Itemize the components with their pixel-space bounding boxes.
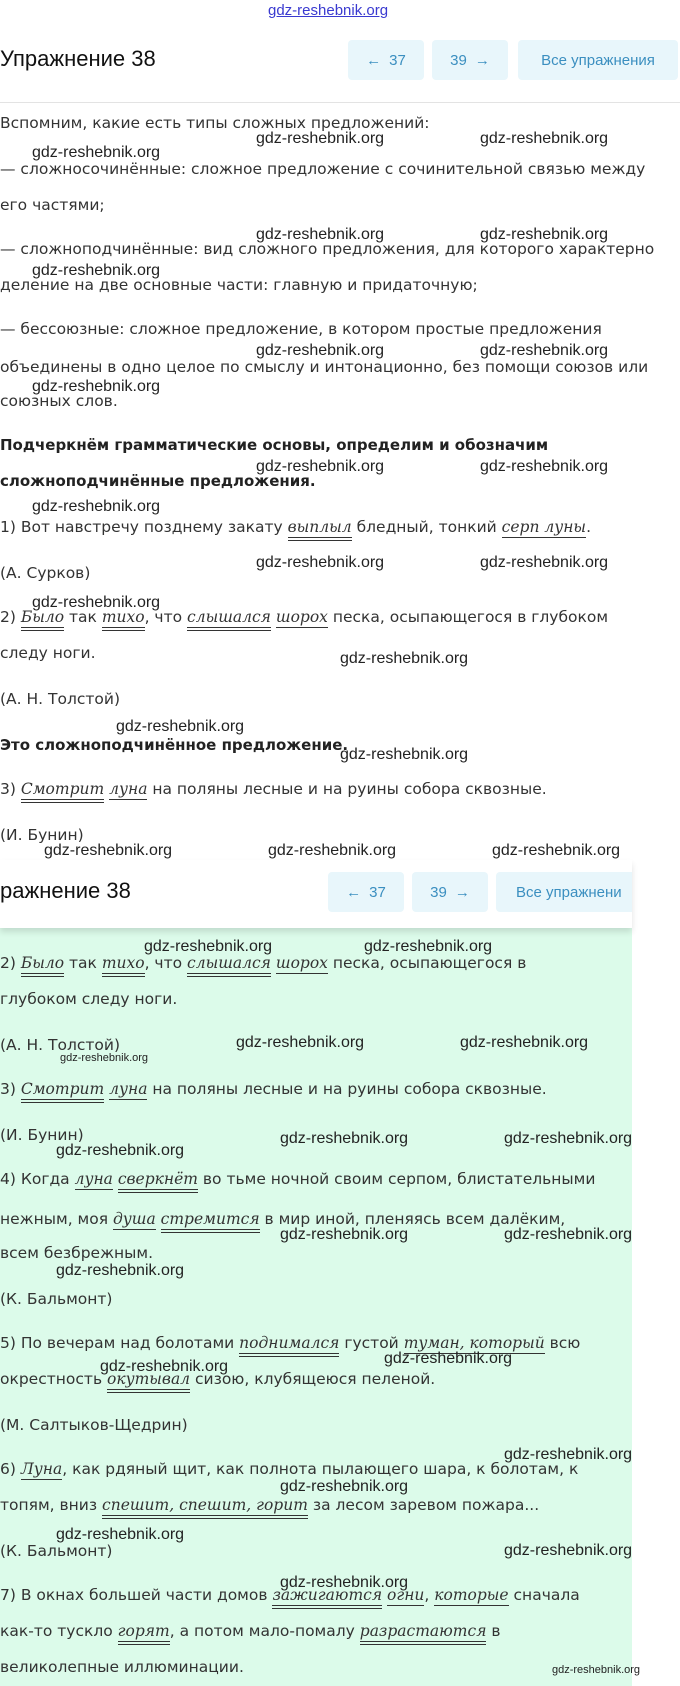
watermark: gdz-reshebnik.org [256, 130, 385, 147]
watermark: gdz-reshebnik.org [56, 1262, 185, 1279]
predicate: разрастаются [360, 1622, 487, 1645]
predicate: зажигаются [272, 1586, 382, 1609]
watermark: gdz-reshebnik.org [32, 262, 161, 279]
sentence-2-line2: следу ноги. [0, 644, 96, 662]
watermark: gdz-reshebnik.org [364, 938, 493, 955]
sentence-3-repeat: 3) Смотрит луна на поляны лесные и на руины собора сквозные. [0, 1080, 547, 1098]
predicate: Было [21, 608, 64, 631]
sentence-7-line2: как-то тускло горят, а потом мало-помалу разрастаются в [0, 1622, 501, 1640]
intro-text: Вспомним, какие есть типы сложных предложений: [0, 114, 430, 132]
watermark: gdz-reshebnik.org [32, 144, 161, 161]
author-1: (А. Сурков) [0, 564, 91, 582]
watermark-link[interactable]: gdz-reshebnik.org [268, 2, 389, 19]
predicate: Было [21, 954, 64, 977]
sentence-7: 7) В окнах большей части домов зажигаются огни, которые сначала [0, 1586, 580, 1604]
predicate: окутывал [107, 1370, 190, 1393]
predicate: тихо [102, 954, 145, 977]
sentence-6: 6) Луна, как рдяный щит, как полнота пылающего шара, к болотам, к [0, 1460, 579, 1478]
predicate: слышался [187, 608, 271, 631]
watermark: gdz-reshebnik.org [56, 1526, 185, 1543]
all-exercises-button[interactable] [518, 40, 678, 80]
predicate: слышался [187, 954, 271, 977]
all-exercises-button-2[interactable] [496, 872, 632, 912]
watermark: gdz-reshebnik.org [56, 1142, 185, 1159]
watermark: gdz-reshebnik.org [460, 1034, 589, 1051]
predicate: выплыл [288, 518, 352, 541]
predicate: тихо [102, 608, 145, 631]
watermark: gdz-reshebnik.org [280, 1574, 409, 1591]
subject: шорох [275, 608, 328, 626]
page-title-2: ражнение 38 [0, 878, 131, 903]
watermark: gdz-reshebnik.org [340, 746, 469, 763]
watermark: gdz-reshebnik.org [504, 1226, 633, 1243]
subject: Луна [20, 1460, 63, 1478]
watermark: gdz-reshebnik.org [552, 1664, 641, 1676]
author-3-repeat: (И. Бунин) [0, 1126, 84, 1144]
watermark: gdz-reshebnik.org [492, 842, 621, 859]
watermark: gdz-reshebnik.org [268, 842, 397, 859]
all-exercises-label: Все упражнения [541, 51, 655, 69]
next-exercise-button[interactable] [432, 40, 508, 80]
watermark: gdz-reshebnik.org [480, 226, 609, 243]
watermark: gdz-reshebnik.org [340, 650, 469, 667]
sentence-7-line3: великолепные иллюминации. [0, 1658, 244, 1676]
watermark: gdz-reshebnik.org [480, 342, 609, 359]
subject: туман, который [403, 1334, 545, 1352]
sticky-header [0, 860, 632, 928]
sentence-4: 4) Когда луна сверкнёт во тьме ночной своим серпом, блистательными [0, 1170, 595, 1188]
sentence-5-line2: окрестность окутывал сизою, клубящеюся пеленой. [0, 1370, 435, 1388]
watermark: gdz-reshebnik.org [256, 342, 385, 359]
next-exercise-label: 39 [450, 51, 467, 69]
watermark: gdz-reshebnik.org [256, 554, 385, 571]
type1-line2: его частями; [0, 196, 105, 214]
watermark: gdz-reshebnik.org [116, 718, 245, 735]
sentence-3: 3) Смотрит луна на поляны лесные и на руины собора сквозные. [0, 780, 547, 798]
task-line2: сложноподчинённые предложения. [0, 472, 316, 490]
type3-line2: объединены в одно целое по смыслу и интонационно, без помощи союзов или [0, 358, 649, 376]
watermark: gdz-reshebnik.org [32, 498, 161, 515]
watermark: gdz-reshebnik.org [504, 1542, 633, 1559]
note-2: Это сложноподчинённое предложение. [0, 736, 349, 754]
author-2-repeat: (А. Н. Толстой) [0, 1036, 121, 1054]
subject: луна [109, 780, 148, 798]
prev-exercise-label-2: 37 [369, 883, 386, 901]
arrow-left-icon: ← [346, 883, 362, 901]
type3-line3: союзных слов. [0, 392, 118, 410]
predicate: сверкнёт [118, 1170, 198, 1193]
watermark: gdz-reshebnik.org [256, 226, 385, 243]
predicate: поднимался [239, 1334, 339, 1357]
watermark: gdz-reshebnik.org [280, 1130, 409, 1147]
type1-line1: — сложносочинённые: сложное предложение с сочинительной связью между [0, 160, 646, 178]
sentence-6-line2: топям, вниз спешит, спешит, горит за лесом заревом пожара... [0, 1496, 539, 1514]
watermark: gdz-reshebnik.org [384, 1350, 513, 1367]
predicate: Смотрит [21, 780, 104, 803]
all-exercises-label-2: Все упражнени [516, 883, 622, 901]
page-title: Упражнение 38 [0, 46, 156, 71]
prev-exercise-label: 37 [389, 51, 406, 69]
predicate: Смотрит [21, 1080, 104, 1103]
watermark: gdz-reshebnik.org [480, 458, 609, 475]
watermark: gdz-reshebnik.org [480, 130, 609, 147]
subject: которые [434, 1586, 509, 1604]
sentence-4-line3: всем безбрежным. [0, 1244, 154, 1262]
author-2: (А. Н. Толстой) [0, 690, 121, 708]
header-divider [0, 102, 680, 103]
author-4: (К. Бальмонт) [0, 1290, 113, 1308]
predicate: спешит, спешит, горит [102, 1496, 308, 1519]
watermark: gdz-reshebnik.org [60, 1052, 149, 1064]
sentence-5: 5) По вечерам над болотами поднимался густой туман, который всю [0, 1334, 580, 1352]
author-6: (К. Бальмонт) [0, 1542, 113, 1560]
sentence-2-repeat-line2: глубоком следу ноги. [0, 990, 178, 1008]
watermark: gdz-reshebnik.org [280, 1226, 409, 1243]
watermark: gdz-reshebnik.org [144, 938, 273, 955]
watermark: gdz-reshebnik.org [100, 1358, 229, 1375]
predicate: стремится [161, 1210, 260, 1233]
watermark: gdz-reshebnik.org [44, 842, 173, 859]
prev-exercise-button[interactable] [348, 40, 424, 80]
sentence-1: 1) Вот навстречу позднему закату выплыл бледный, тонкий серп луны. [0, 518, 591, 536]
watermark: gdz-reshebnik.org [280, 1478, 409, 1495]
subject: душа [112, 1210, 156, 1228]
subject: огни [387, 1586, 425, 1604]
subject: шорох [275, 954, 328, 972]
next-exercise-button-2[interactable] [412, 872, 488, 912]
watermark: gdz-reshebnik.org [32, 594, 161, 611]
watermark: gdz-reshebnik.org [32, 378, 161, 395]
watermark: gdz-reshebnik.org [504, 1446, 633, 1463]
arrow-right-icon: → [474, 51, 490, 69]
author-3: (И. Бунин) [0, 826, 84, 844]
type2-line1: — сложноподчинённые: вид сложного предложения, для которого характерно [0, 240, 655, 258]
prev-exercise-button-2[interactable] [328, 872, 404, 912]
watermark: gdz-reshebnik.org [236, 1034, 365, 1051]
watermark: gdz-reshebnik.org [256, 458, 385, 475]
subject: луна [74, 1170, 113, 1188]
subject: луна [109, 1080, 148, 1098]
type3-line1: — бессоюзные: сложное предложение, в котором простые предложения [0, 320, 602, 338]
sentence-2: 2) Было так тихо, что слышался шорох песка, осыпающегося в глубоком [0, 608, 608, 626]
arrow-left-icon: ← [366, 51, 382, 69]
sentence-2-repeat: 2) Было так тихо, что слышался шорох песка, осыпающегося в [0, 954, 526, 972]
watermark: gdz-reshebnik.org [504, 1130, 633, 1147]
type2-line2: деление на две основные части: главную и придаточную; [0, 276, 478, 294]
predicate: горят [118, 1622, 170, 1645]
author-5: (М. Салтыков-Щедрин) [0, 1416, 188, 1434]
subject: серп луны [501, 518, 587, 536]
next-exercise-label-2: 39 [430, 883, 447, 901]
sentence-4-line2: нежным, моя душа стремится в мир иной, пленяясь всем далёким, [0, 1210, 565, 1228]
task-line1: Подчеркнём грамматические основы, определим и обозначим [0, 436, 549, 454]
arrow-right-icon: → [454, 883, 470, 901]
watermark: gdz-reshebnik.org [480, 554, 609, 571]
